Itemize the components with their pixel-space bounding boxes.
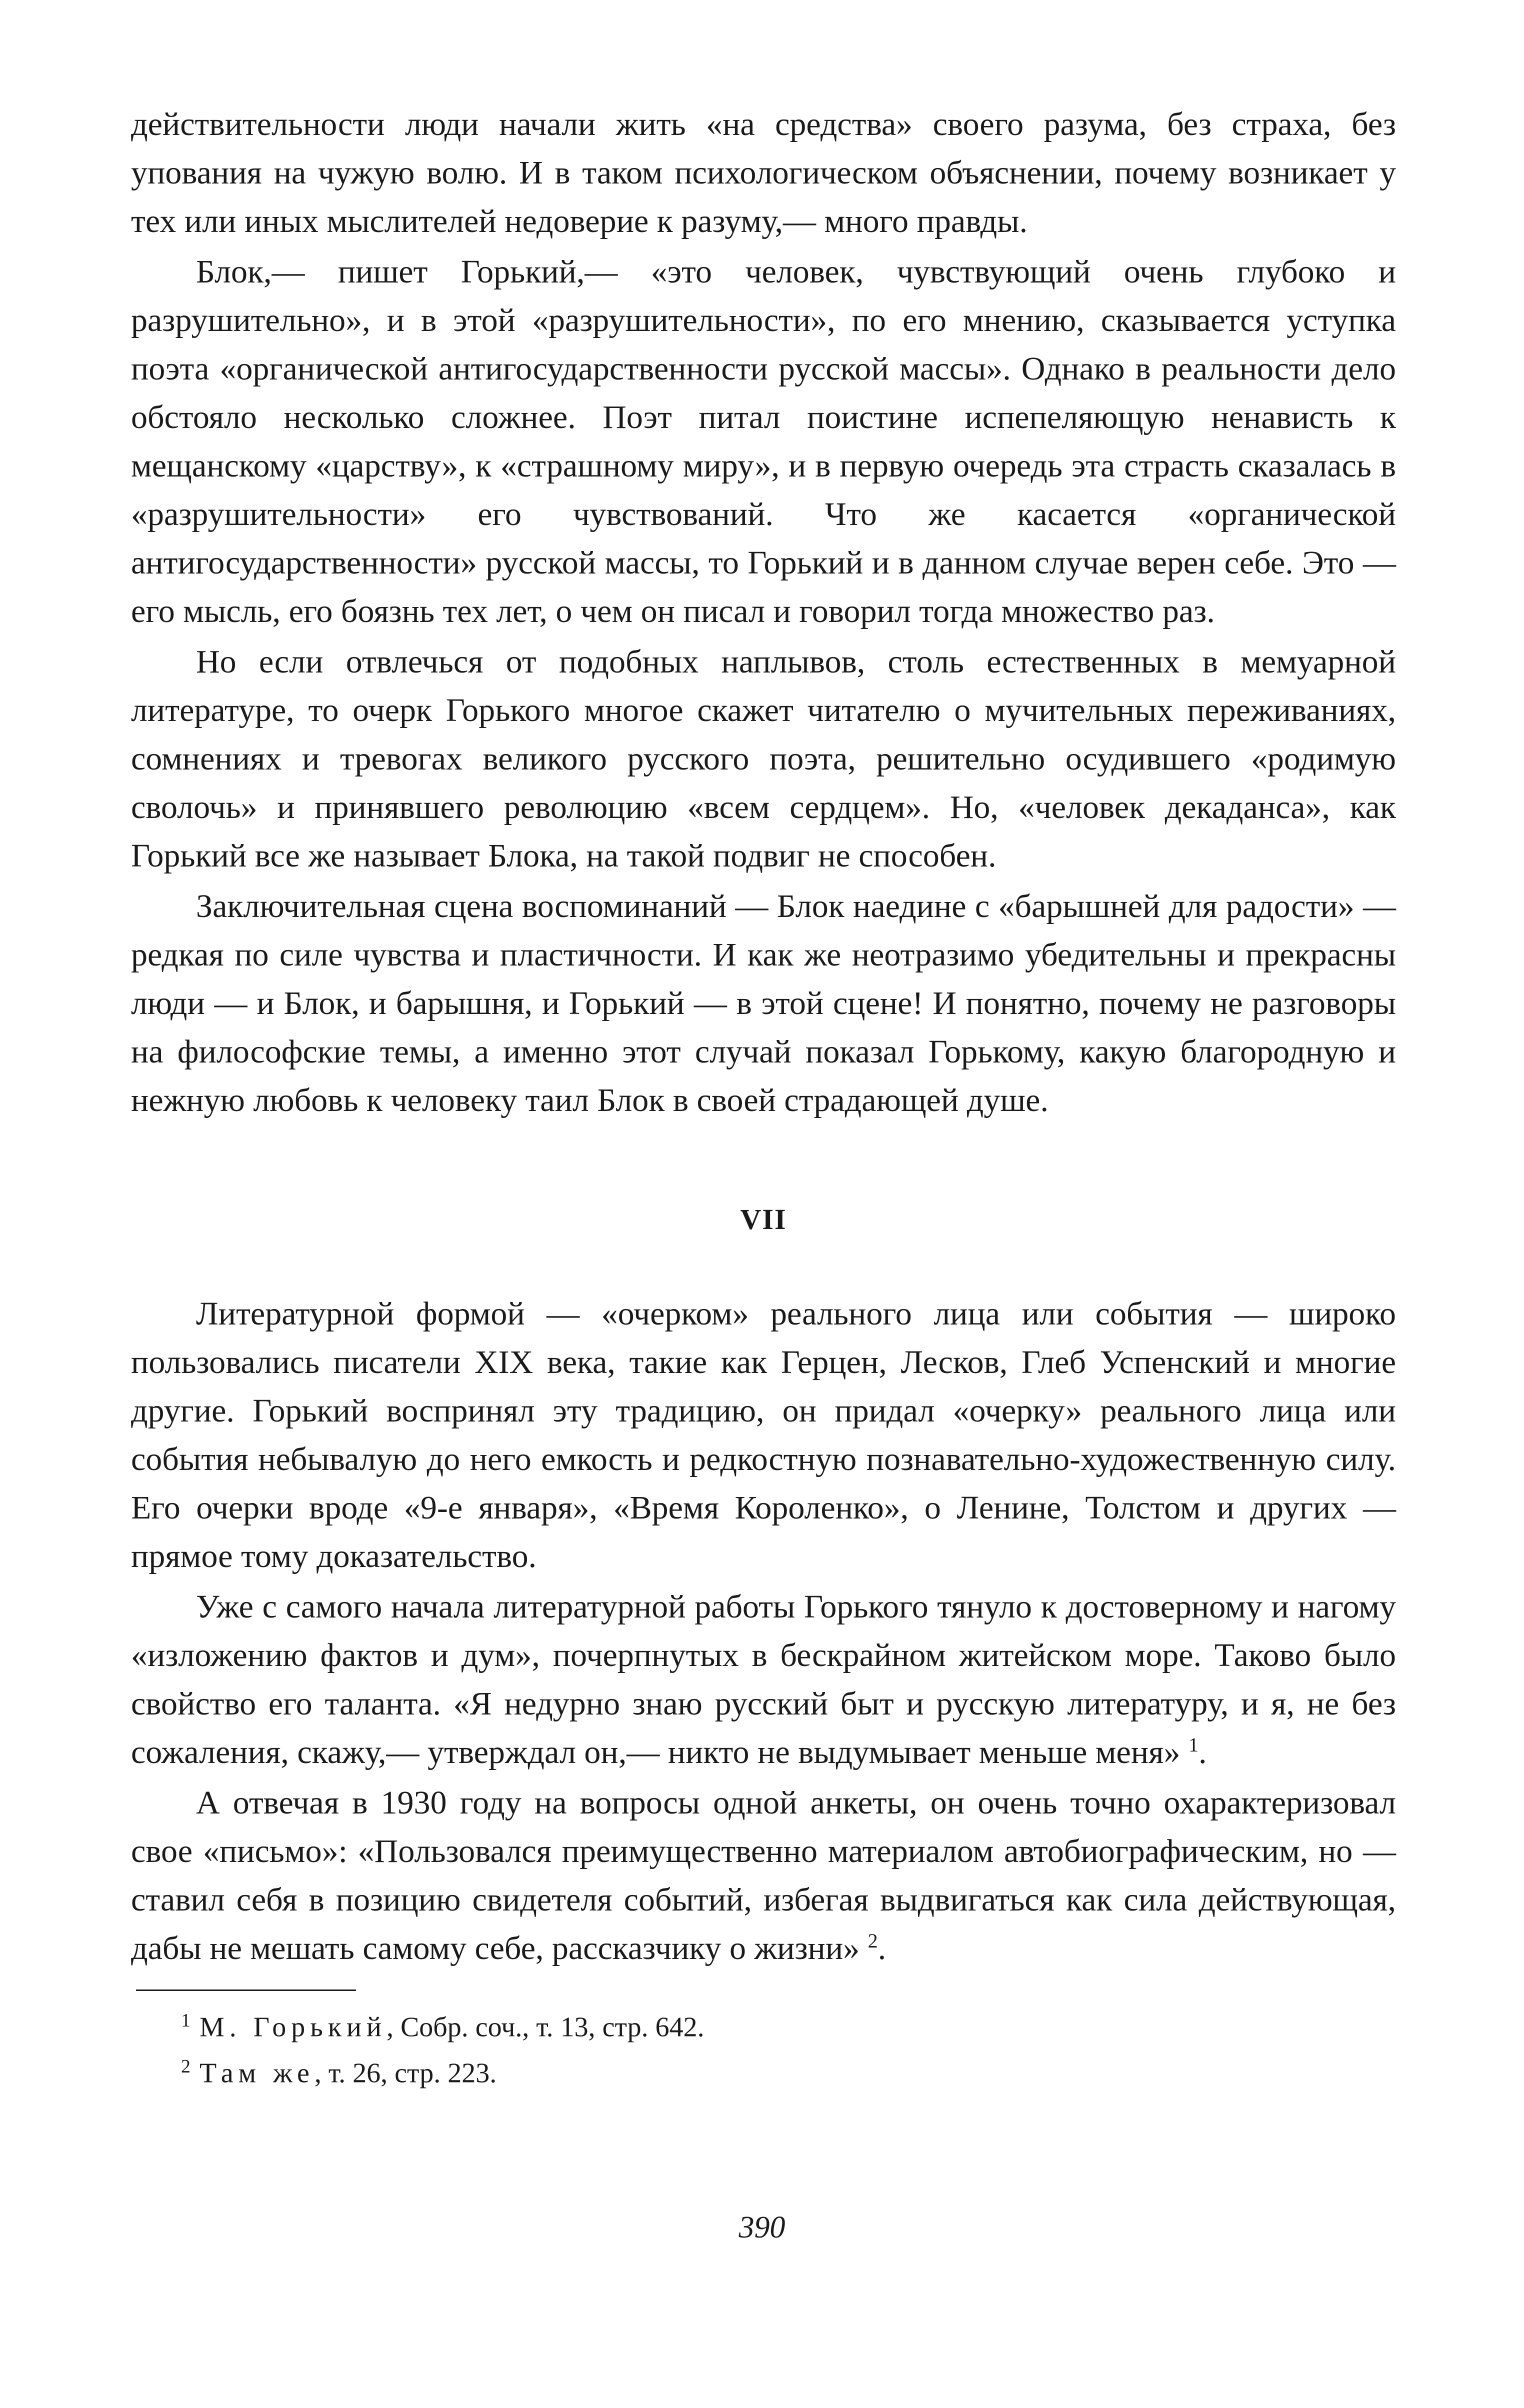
- footnote-2-text: , т. 26, стр. 223.: [314, 2058, 497, 2089]
- paragraph-final-scene: Заключительная сцена воспоминаний — Блок наедине с «барышней для радости» — редкая по силе чувства и пластичности. И как же неотразимо убедительны и прекрасны люди — и Блок, и барышня, и Горький — в этой сцене! И понятно, почему не разговоры на философские темы, а именно этот случай показал Горькому, какую благородную и нежную любовь к человеку таил Блок в своей страдающей душе.: [131, 888, 1396, 1118]
- footnote-1-author: М. Горький: [200, 2012, 386, 2043]
- paragraph-blok-gorky: Блок,— пишет Горький,— «это человек, чувствующий очень глубоко и разрушительно», и в этой «разрушительности», по его мнению, сказывается уступка поэта «органической антигосударственности русской массы». Однако в реальности дело обстояло несколько сложнее. Поэт питал поистине испепеляющую ненависть к мещанскому «царству», к «страшному миру», и в первую очередь эта страсть сказалась в «разрушительности» его чувствований. Что же касается «органической антигосударственности» русской массы, то Горький и в данном случае верен себе. Это — его мысль, его боязнь тех лет, о чем он писал и говорил тогда множество раз.: [131, 254, 1396, 630]
- footnote-ref-2[interactable]: 2: [868, 1930, 878, 1952]
- paragraph-continuation: действительности люди начали жить «на средства» своего разума, без страха, без упования на чужую волю. И в таком психологическом объяснении, почему возникает у тех или иных мыслителей недоверие к разуму,— много правды.: [131, 106, 1396, 240]
- footnotes: [181, 2001, 1396, 2092]
- footnote-ref-1[interactable]: 1: [1188, 1734, 1199, 1756]
- page-number: 390: [738, 2210, 786, 2244]
- footnote-2-author: Там же: [200, 2058, 314, 2089]
- footnote-2: [181, 2047, 1396, 2093]
- paragraph-beginning-text: Уже с самого начала литературной работы Горького тянуло к достоверному и нагому «изложению фактов и дум», почерпнутых в бескрайном житейском море. Таково было свойство его таланта. «Я недурно знаю русский быт и русскую литературу, и я, не без сожаления, скажу,— утверждал он,— никто не выдумывает меньше меня»: [131, 1588, 1396, 1770]
- paragraph-memoir-essay: Но если отвлечься от подобных наплывов, столь естественных в мемуарной литературе, то очерк Горького многое скажет читателю о мучительных переживаниях, сомнениях и тревогах великого русского поэта, решительно осудившего «родимую сволочь» и принявшего революцию «всем сердцем». Но, «человек декаданса», как Горький все же называет Блока, на такой подвиг не способен.: [131, 644, 1396, 874]
- page-body: [131, 100, 1396, 2092]
- footnote-1-text: , Собр. соч., т. 13, стр. 642.: [386, 2012, 704, 2043]
- section-heading: VII: [740, 1203, 787, 1236]
- footnote-divider: [136, 1990, 356, 1991]
- footnote-1: [181, 2001, 1396, 2047]
- footnote-1-number: 1: [181, 2010, 190, 2031]
- paragraph-questionnaire: А отвечая в 1930 году на вопросы одной анкеты, он очень точно охарактеризовал свое «письмо»: «Пользовался преимущественно материалом автобиографическим, но — ставил себя в позицию свидетеля событий, избегая выдвигаться как сила действующая, дабы не мешать самому себе, рассказчику о жизни» $^2$.: [131, 1784, 1396, 1966]
- paragraph-beginning: Уже с самого начала литературной работы Горького тянуло к достоверному и нагому «изложению фактов и дум», почерпнутых в бескрайном житейском море. Таково было свойство его таланта. «Я недурно знаю русский быт и русскую литературу, и я, не без сожаления, скажу,— утверждал он,— никто не выдумывает меньше меня» $^1$.: [131, 1588, 1396, 1770]
- paragraph-literary-form: Литературной формой — «очерком» реального лица или события — широко пользовались писатели XIX века, такие как Герцен, Лесков, Глеб Успенский и многие другие. Горький воспринял эту традицию, он придал «очерку» реального лица или события небывалую до него емкость и редкостную познавательно-художественную силу. Его очерки вроде «9-е января», «Время Короленко», о Ленине, Толстом и других — прямое тому доказательство.: [131, 1296, 1396, 1574]
- footnote-2-number: 2: [181, 2056, 190, 2077]
- paragraph-questionnaire-text: А отвечая в 1930 году на вопросы одной анкеты, он очень точно охарактеризовал свое «письмо»: «Пользовался преимущественно материалом автобиографическим, но — ставил себя в позицию свидетеля событий, избегая выдвигаться как сила действующая, дабы не мешать самому себе, рассказчику о жизни»: [131, 1784, 1396, 1966]
